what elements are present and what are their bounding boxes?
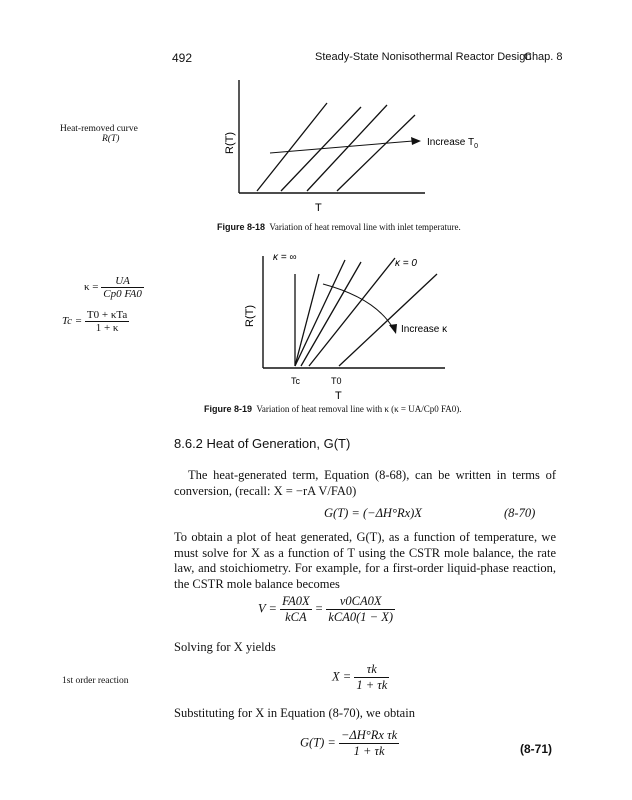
- fig18-caption-text: Variation of heat removal line with inlet temperature.: [269, 222, 461, 232]
- fig19-arrowhead: [389, 324, 397, 334]
- equation-cstr-mole-balance: [258, 594, 395, 625]
- figure-8-18: [215, 75, 478, 215]
- eq871-num: −ΔH°Rx τk: [341, 728, 398, 742]
- margin-heat-removed: [60, 124, 138, 144]
- eq-v-den1: kCA: [285, 610, 307, 624]
- fig18-ylabel: R(T): [224, 132, 236, 154]
- section-heading: 8.6.2 Heat of Generation, G(T): [174, 436, 351, 451]
- tc-denominator: 1 + κ: [95, 322, 119, 334]
- fig19-caption: [204, 404, 462, 414]
- kappa-label: κ =: [84, 281, 99, 294]
- fig19-line-5: [309, 258, 395, 366]
- fig19-xlabel: T: [335, 390, 342, 402]
- paragraph-1: The heat-generated term, Equation (8-68), can be written in terms of conversion, (recall: X = −rA V/FA0): [174, 468, 556, 498]
- margin-first-order: 1st order reaction: [62, 676, 129, 686]
- fig19-kappa-inf: κ = ∞: [273, 252, 297, 263]
- fig19-line-2: [295, 274, 319, 366]
- tc-label: Tc =: [62, 315, 83, 328]
- fig19-annotation: Increase κ: [401, 324, 448, 335]
- tc-numerator: T0 + κTa: [86, 309, 128, 321]
- eq-v-num1: FA0X: [282, 594, 310, 608]
- margin-heat-removed-line1: Heat-removed curve: [60, 124, 138, 134]
- fig19-kappa-zero: κ = 0: [395, 258, 417, 269]
- paragraph-4: Substituting for X in Equation (8-70), we obtain: [174, 706, 415, 720]
- fig18-arrowhead: [411, 137, 421, 145]
- eq-v-den2: kCA0(1 − X): [328, 610, 394, 624]
- eq-x-den: 1 + τk: [356, 678, 388, 692]
- fig19-ylabel: R(T): [244, 305, 256, 327]
- eq-x-lhs: X =: [332, 669, 352, 684]
- fig19-line-4: [301, 262, 361, 366]
- svg-text:Increase T0: [427, 137, 478, 150]
- fig19-caption-text: Variation of heat removal line with κ (κ = UA/Cp0 FA0).: [256, 404, 462, 414]
- margin-heat-removed-line2: R(T): [102, 134, 120, 144]
- fig19-line-3: [295, 260, 345, 366]
- chapter-label: Chap. 8: [524, 51, 563, 63]
- equation-8-70: G(T) = (−ΔH°Rx)X: [324, 506, 422, 520]
- page-number: 492: [172, 51, 193, 65]
- equation-8-71: [300, 728, 399, 759]
- eq-x-num: τk: [354, 662, 389, 678]
- running-title: Steady-State Nonisothermal Reactor Design: [315, 51, 532, 63]
- fig18-annotation-sub: 0: [474, 143, 478, 150]
- margin-kappa-def: [84, 275, 144, 300]
- fig19-caption-label: Figure 8-19: [204, 404, 253, 414]
- kappa-numerator: UA: [101, 275, 144, 288]
- fig19-tick-t0: T0: [331, 376, 342, 386]
- paragraph-2: To obtain a plot of heat generated, G(T), as a function of temperature, we must solve for X as a function of T using the CSTR mole balance, the rate law, and stoichiometry. For example, for a first-order liquid-phase reaction, the CSTR mole balance becomes: [174, 530, 556, 591]
- eq-v-num2: v0CA0X: [326, 594, 395, 610]
- equation-8-71-label: (8-71): [520, 742, 553, 756]
- fig18-annotation: Increase T: [427, 137, 475, 148]
- fig18-removal-line-4: [337, 115, 415, 191]
- eq-v-lhs: V =: [258, 601, 277, 616]
- paragraph-3: Solving for X yields: [174, 640, 276, 654]
- fig18-xlabel: T: [315, 202, 322, 214]
- fig18-caption: [217, 222, 461, 232]
- eq871-lhs: G(T) =: [300, 735, 336, 750]
- margin-tc-def: [62, 309, 129, 334]
- fig18-removal-line-3: [307, 105, 387, 191]
- equation-8-70-label: (8-70): [504, 506, 536, 520]
- fig19-arc-arrow: [323, 284, 393, 328]
- fig18-removal-line-1: [257, 103, 327, 191]
- eq-v-eq: =: [314, 601, 324, 616]
- kappa-denominator: Cp0 FA0: [103, 288, 142, 300]
- eq871-den: 1 + τk: [353, 744, 385, 758]
- equation-x: [332, 662, 389, 693]
- fig18-caption-label: Figure 8-18: [217, 222, 266, 232]
- fig19-tick-tc: Tc: [291, 376, 300, 386]
- figure-8-19: [215, 246, 455, 401]
